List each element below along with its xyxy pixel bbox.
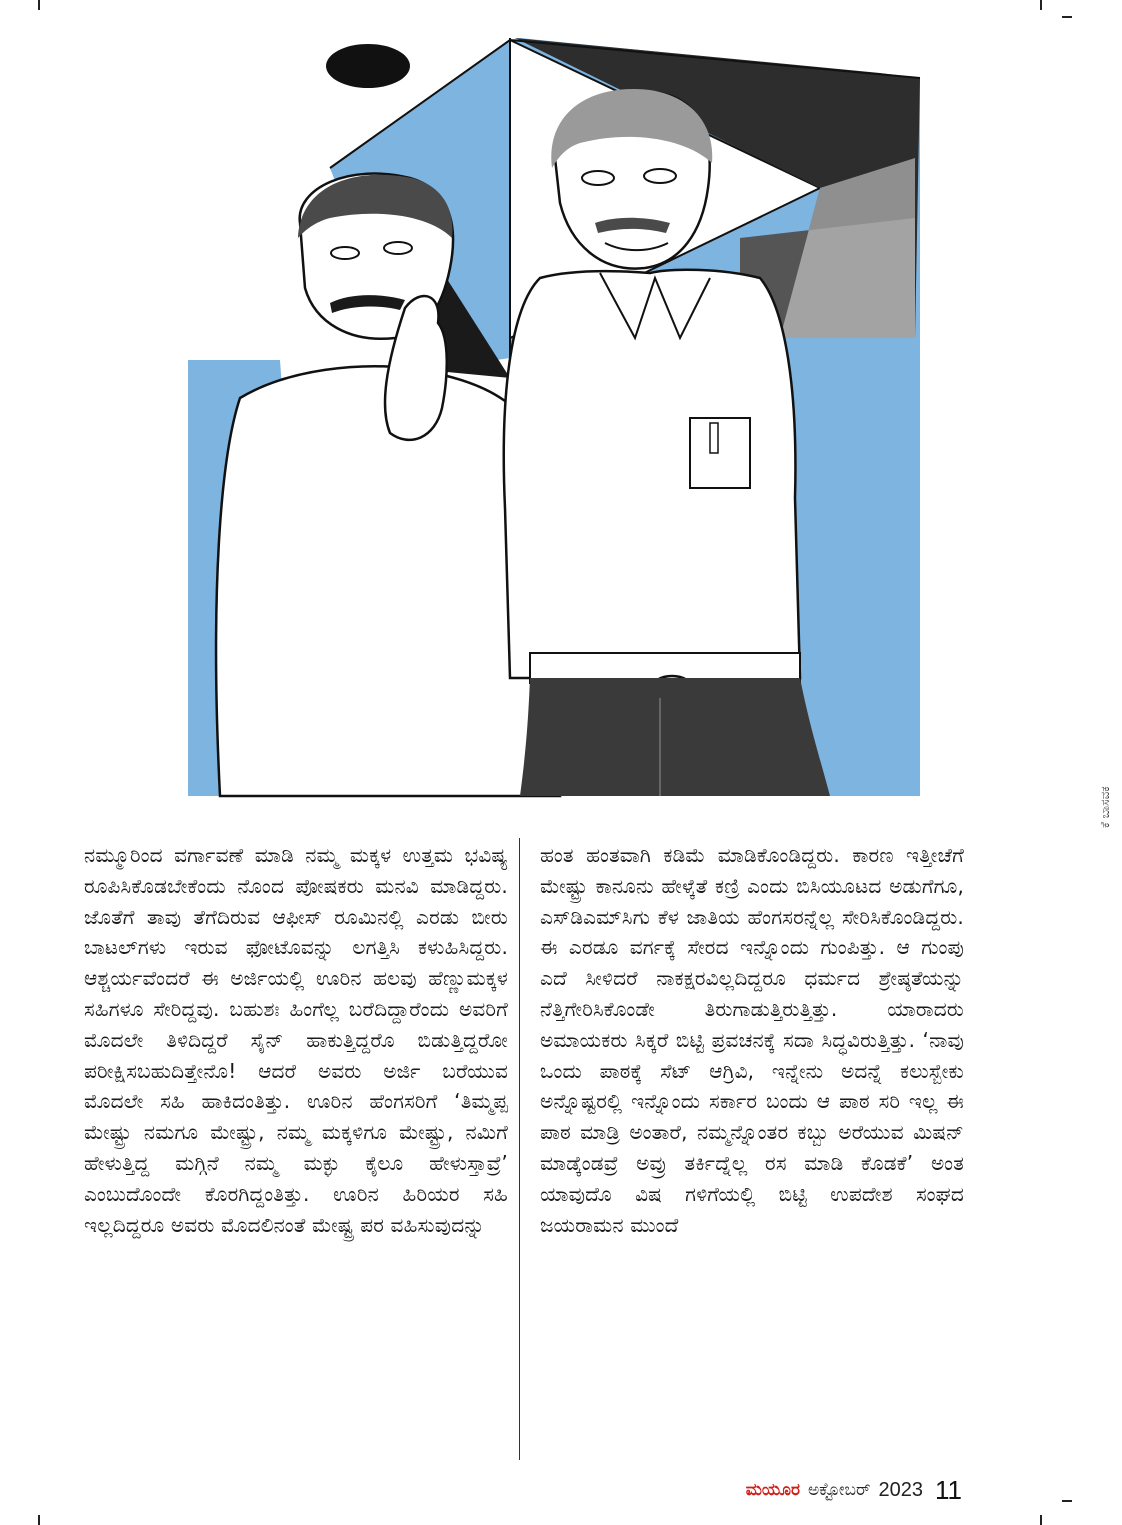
article-column-left bbox=[84, 840, 508, 1460]
article-column-right bbox=[540, 840, 964, 1460]
artist-signature: ಕೆ ಬಾಸವಕ bbox=[1098, 786, 1112, 828]
page-footer bbox=[690, 1470, 962, 1510]
issue-month: ಅಕ್ಟೋಬರ್ bbox=[807, 1480, 871, 1500]
crop-mark-bottom-left bbox=[38, 1515, 40, 1525]
crop-mark-top-left bbox=[38, 0, 40, 10]
issue-year: 2023 bbox=[878, 1478, 923, 1501]
crop-mark-right-lower bbox=[1062, 1500, 1072, 1502]
black-sun bbox=[326, 44, 410, 88]
two-men-illustration bbox=[180, 38, 1112, 828]
article-paragraph-left: ನಮ್ಮೂರಿಂದ ವರ್ಗಾವಣೆ ಮಾಡಿ ನಮ್ಮ ಮಕ್ಕಳ ಉತ್ತಮ ಭವಿಷ್ಯ ರೂಪಿಸಿಕೊಡಬೇಕೆಂದು ನೊಂದ ಪೋಷಕರು ಮನವಿ ಮಾಡಿದ್ದರು. ಜೊತೆಗೆ ತಾವು ತೆಗೆದಿರುವ ಆಫೀಸ್ ರೂಮಿನಲ್ಲಿ ಎರಡು ಬೀರು ಬಾಟಲ್‌ಗಳು ಇರುವ ಫೋಟೊವನ್ನು ಲಗತ್ತಿಸಿ ಕಳುಹಿಸಿದ್ದರು. ಆಶ್ಚರ್ಯವೆಂದರೆ ಈ ಅರ್ಜಿಯಲ್ಲಿ ಊರಿನ ಹಲವು ಹೆಣ್ಣುಮಕ್ಕಳ ಸಹಿಗಳೂ ಸೇರಿದ್ದವು. ಬಹುಶಃ ಹಿಂಗೆಲ್ಲ ಬರೆದಿದ್ದಾರೆಂದು ಅವರಿಗೆ ಮೊದಲೇ ತಿಳಿದಿದ್ದರೆ ಸೈನ್ ಹಾಕುತ್ತಿದ್ದರೊ ಬಿಡುತ್ತಿದ್ದರೋ ಪರೀಕ್ಷಿಸಬಹುದಿತ್ತೇನೊ! ಆದರೆ ಅವರು ಅರ್ಜಿ ಬರೆಯುವ ಮೊದಲೇ ಸಹಿ ಹಾಕಿದಂತಿತ್ತು. ಊರಿನ ಹೆಂಗಸರಿಗೆ ‘ತಿಮ್ಮಪ್ಪ ಮೇಷ್ಟ್ರು ನಮಗೂ ಮೇಷ್ಟ್ರು, ನಮ್ಮ ಮಕ್ಕಳಿಗೂ ಮೇಷ್ಟ್ರು, ನಮಿಗೆ ಹೇಳುತ್ತಿದ್ದ ಮಗ್ಗಿನೆ ನಮ್ಮ ಮಕ್ಳು ಕೈಲೂ ಹೇಳುಸ್ತಾವ್ರೆ’ ಎಂಬುದೊಂದೇ ಕೊರಗಿದ್ದಂತಿತ್ತು. ಊರಿನ ಹಿರಿಯರ ಸಹಿ ಇಲ್ಲದಿದ್ದರೂ ಅವರು ಮೊದಲಿನಂತೆ ಮೇಷ್ಟ್ರ ಪರ ವಹಿಸುವುದನ್ನು bbox=[84, 843, 508, 1237]
column-divider bbox=[519, 838, 520, 1460]
crop-mark-right-upper bbox=[1062, 16, 1072, 18]
crop-mark-bottom-right bbox=[1040, 1515, 1042, 1525]
article-paragraph-right: ಹಂತ ಹಂತವಾಗಿ ಕಡಿಮೆ ಮಾಡಿಕೊಂಡಿದ್ದರು. ಕಾರಣ ಇತ್ತೀಚೆಗೆ ಮೇಷ್ಟ್ರು ಕಾನೂನು ಹೇಳ್ಕೆತೆ ಕಣ್ರಿ ಎಂದು ಬಿಸಿಯೂಟದ ಅಡುಗೆಗೂ, ಎಸ್‌ಡಿಎಮ್‌ಸಿಗು ಕೆಳ ಜಾತಿಯ ಹೆಂಗಸರನ್ನೆಲ್ಲ ಸೇರಿಸಿಕೊಂಡಿದ್ದರು. ಈ ಎರಡೂ ವರ್ಗಕ್ಕೆ ಸೇರದ ಇನ್ನೊಂದು ಗುಂಪಿತ್ತು. ಆ ಗುಂಪು ಎದೆ ಸೀಳಿದರೆ ನಾಕಕ್ಷರವಿಲ್ಲದಿದ್ದರೂ ಧರ್ಮದ ಶ್ರೇಷ್ಠತೆಯನ್ನು ನೆತ್ತಿಗೇರಿಸಿಕೊಂಡೇ ತಿರುಗಾಡುತ್ತಿರುತ್ತಿತ್ತು. ಯಾರಾದರು ಅಮಾಯಕರು ಸಿಕ್ಕರೆ ಬಿಟ್ಟಿ ಪ್ರವಚನಕ್ಕೆ ಸದಾ ಸಿದ್ಧವಿರುತ್ತಿತ್ತು. ‘ನಾವು ಒಂದು ಪಾಠಕ್ಕೆ ಸೆಟ್ ಆಗ್ರಿವಿ, ಇನ್ನೇನು ಅದನ್ನೆ ಕಲುಸ್ಬೇಕು ಅನ್ನೊಷ್ಟರಲ್ಲಿ ಇನ್ನೊಂದು ಸರ್ಕಾರ ಬಂದು ಆ ಪಾಠ ಸರಿ ಇಲ್ಲ ಈ ಪಾಠ ಮಾಡ್ರಿ ಅಂತಾರೆ, ನಮ್ಮನ್ನೊಂತರ ಕಬ್ಬು ಅರೆಯುವ ಮಿಷನ್ ಮಾಡ್ಕೆಂಡವ್ರೆ ಅವ್ರು ತರ್ಕಿದ್ನೆಲ್ಲ ರಸ ಮಾಡಿ ಕೊಡಕೆ’ ಅಂತ ಯಾವುದೊ ವಿಷ ಗಳಿಗೆಯಲ್ಲಿ ಬಿಟ್ಟಿ ಉಪದೇಶ ಸಂಘದ ಜಯರಾಮನ ಮುಂದೆ bbox=[540, 843, 964, 1237]
crop-mark-top-right bbox=[1040, 0, 1042, 10]
right-man-trousers bbox=[520, 678, 830, 796]
right-man-shirt bbox=[504, 270, 800, 678]
page-number: 11 bbox=[935, 1474, 962, 1505]
magazine-name: ಮಯೂರ bbox=[745, 1480, 800, 1500]
